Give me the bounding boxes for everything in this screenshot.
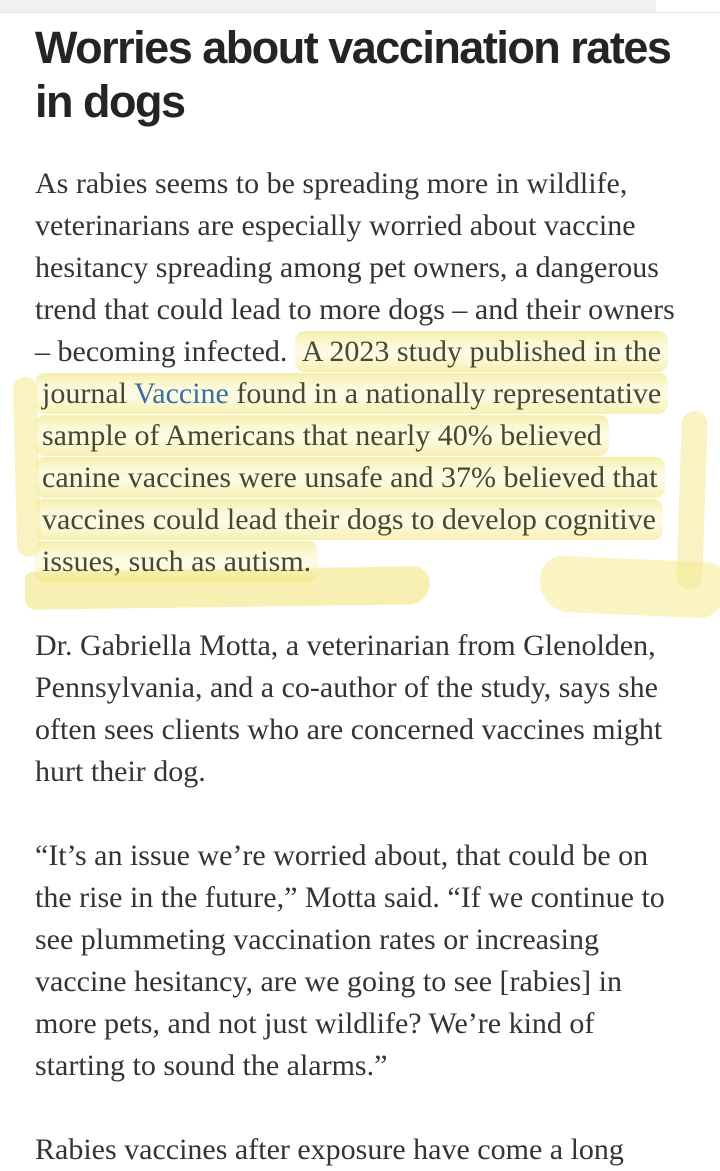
marker-stroke-below-right — [539, 555, 720, 619]
top-bar — [0, 0, 720, 13]
highlighted-passage — [35, 331, 668, 582]
paragraph-text: As rabies seems to be spreading more in wildlife, veterinarians are especially worried about vaccine hesitancy spreading among pet owners, a dangerous trend that could lead to more dogs – and their owners – becoming infected. — [35, 167, 675, 368]
paragraph-rabies-spreading — [35, 163, 687, 583]
article — [0, 13, 720, 1171]
paragraph-motta-quote: “It’s an issue we’re worried about, that could be on the rise in the future,” Motta said. “If we continue to see plummeting vaccination rates or increasing vaccine hesitancy, are we going to see [rabies] in more pets, and not just wildlife? We’re kind of starting to sound the alarms.” — [35, 839, 665, 1082]
article-heading: Worries about vaccination rates in dogs — [35, 22, 671, 127]
marker-stroke-right-edge — [676, 411, 708, 590]
highlight-text-before-link: A 2023 study published in the journal — [42, 335, 662, 410]
paragraph-dr-motta: Dr. Gabriella Motta, a veterinarian from Glenolden, Pennsylvania, and a co-author of the study, says she often sees clients who are concerned vaccines might hurt their dog. — [35, 629, 663, 788]
paragraph-rabies-vaccines-partial: Rabies vaccines after exposure have come a long — [35, 1133, 624, 1166]
vaccine-journal-link[interactable]: Vaccine — [133, 377, 229, 410]
highlight-text-after-link: found in a nationally representative sample of Americans that nearly 40% believed canine vaccines were unsafe and 37% believed that vaccines could lead their dogs to develop cognitive issues, such as autism. — [42, 377, 662, 578]
